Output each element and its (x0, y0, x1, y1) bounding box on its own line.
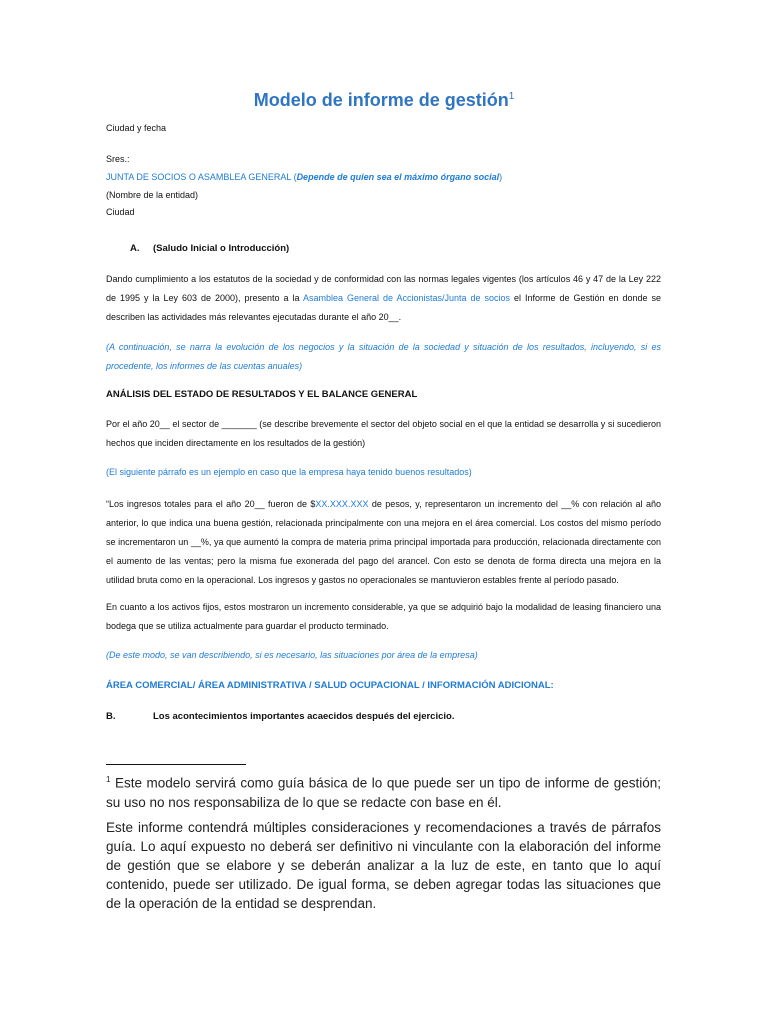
paragraph-example-note: (El siguiente párrafo es un ejemplo en caso que la empresa haya tenido buenos resultados) (106, 467, 472, 477)
footnote (106, 770, 661, 812)
section-b-title: Los acontecimientos importantes acaecidos después del ejercicio. (153, 711, 455, 722)
addressee-line: JUNTA DE SOCIOS O ASAMBLEA GENERAL (Depende de quien sea el máximo órgano social) (106, 172, 503, 182)
income-text-b: de pesos, y, representaron un incremento del __% con relación al año anterior, lo que indica una buena gestión, relacionada principalmente con una mejora en el área comercial. Los costos del mismo período se incrementaron un __%, ya que aumentó la compra de materia prima principal importada para producción, relacionada directamente con el aumento de las ventas; pero la misma fue exonerada del pago del arancel. Con esto se denota de forma directa una mejora en la utilidad bruta como en la operacional. Los ingresos y gastos no operacionales se mantuvieron estables frente al período pasado. (106, 499, 661, 585)
city-date: Ciudad y fecha (106, 123, 167, 133)
addressee-main: JUNTA DE SOCIOS O ASAMBLEA GENERAL (106, 172, 292, 182)
greeting: Sres.: (106, 154, 130, 164)
addressee-note: Depende de quien sea el máximo órgano social (296, 172, 500, 182)
intro-text-a: Dando cumplimiento a los estatutos de la sociedad y de conformidad con las normas legales vigentes (los artículos 46 y 47 de la Ley 222 de 1995 y la Ley 603 de 2000), presento a la (106, 274, 661, 303)
paragraph-narrative-note: (A continuación, se narra la evolución de los negocios y la situación de la sociedad y situación de los resultados, incluyendo, si es procedente, los informes de las cuentas anuales) (106, 342, 661, 371)
footnote-separator (106, 764, 246, 765)
intro-text-b: el Informe de Gestión en donde se describen las actividades más relevantes ejecutadas durante el año 20__. (106, 293, 661, 322)
paragraph-areas-note: (De este modo, se van describiendo, si es necesario, las situaciones por área de la empresa) (106, 650, 478, 660)
paragraph-income (106, 495, 661, 590)
entity-name: (Nombre de la entidad) (106, 190, 199, 200)
footnote-text: Este modelo servirá como guía básica de lo que puede ser un tipo de informe de gestión; su uso no nos responsabiliza de lo que se redacte con base en él. (106, 775, 661, 810)
footnote-mark: 1 (106, 775, 111, 784)
section-a-letter: A. (130, 243, 140, 254)
title-text: Modelo de informe de gestión (253, 90, 509, 110)
paragraph-sector: Por el año 20__ el sector de _______ (se describe brevemente el sector del objeto social en el que la entidad se desarrolla y si sucedieron hechos que inciden directamente en los resultados de la gestión) (106, 419, 661, 448)
section-b-letter: B. (106, 711, 116, 722)
heading-analysis: ANÁLISIS DEL ESTADO DE RESULTADOS Y EL BALANCE GENERAL (106, 389, 418, 400)
city: Ciudad (106, 207, 135, 217)
document-title (0, 90, 768, 111)
section-a-title: (Saludo Inicial o Introducción) (153, 243, 290, 254)
paragraph-intro (106, 270, 661, 327)
intro-highlight: Asamblea General de Accionistas/Junta de socios (302, 293, 511, 303)
income-text-a: “Los ingresos totales para el año 20__ fueron de $ (106, 499, 316, 509)
title-footnote-ref: 1 (508, 91, 515, 102)
closing-paragraph: Este informe contendrá múltiples consideraciones y recomendaciones a través de párrafos guía. Lo aquí expuesto no deberá ser definitivo ni vinculante con la elaboración del informe de gestión que se elabore y se deberán analizar a la luz de este, en tanto que lo aquí contenido, puede ser utilizado. De igual forma, se deben agregar todas las situaciones que de la operación de la entidad se desprendan. (106, 820, 661, 911)
income-amount: XX.XXX.XXX (315, 499, 369, 509)
paragraph-assets: En cuanto a los activos fijos, estos mostraron un incremento considerable, ya que se adquirió bajo la modalidad de leasing financiero una bodega que se utiliza actualmente para guardar el producto terminado. (106, 602, 661, 631)
heading-areas: ÁREA COMERCIAL/ ÁREA ADMINISTRATIVA / SALUD OCUPACIONAL / INFORMACIÓN ADICIONAL: (106, 680, 554, 691)
